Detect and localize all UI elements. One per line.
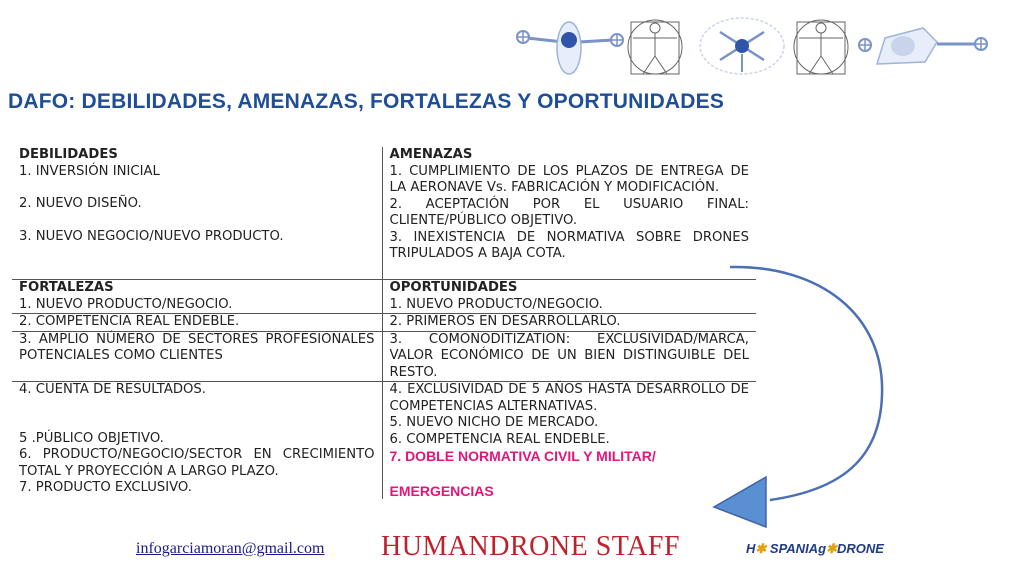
page-title: DAFO: DEBILIDADES, AMENAZAS, FORTALEZAS Y OPORTUNIDADES xyxy=(8,90,725,113)
list-item: 1. INVERSIÓN INICIAL xyxy=(19,163,160,179)
table-row xyxy=(12,147,756,280)
table-row xyxy=(12,331,756,382)
table-cell xyxy=(12,331,382,382)
hispania-drone-logo: H✱ SPANIAg✱DRONE xyxy=(746,541,884,556)
amenazas-heading: AMENAZAS xyxy=(389,147,473,162)
list-item: 2. ACEPTACIÓN POR EL USUARIO FINAL: CLIENTE/PÚBLICO OBJETIVO. xyxy=(389,196,749,228)
dafo-table xyxy=(12,147,756,499)
table-cell xyxy=(12,382,382,500)
list-item: 3. NUEVO NEGOCIO/NUEVO PRODUCTO. xyxy=(19,228,284,244)
list-item: 3. COMONODITIZATION: EXCLUSIVIDAD/MARCA, VALOR ECONÓMICO DE UN BIEN DISTINGUIBLE DEL RESTO. xyxy=(389,331,749,380)
list-item: 7. PRODUCTO EXCLUSIVO. xyxy=(19,480,192,495)
list-item: 3. INEXISTENCIA DE NORMATIVA SOBRE DRONES TRIPULADOS A BAJA COTA. xyxy=(389,229,749,261)
list-item: 1. NUEVO PRODUCTO/NEGOCIO. xyxy=(389,296,603,312)
highlight-text: 7. DOBLE NORMATIVA CIVIL Y MILITAR/ xyxy=(389,448,656,464)
fortalezas-heading: FORTALEZAS xyxy=(19,280,114,295)
list-item: 5. NUEVO NICHO DE MERCADO. xyxy=(389,415,599,430)
list-item: 2. NUEVO DISEÑO. xyxy=(19,196,142,211)
list-item: 6. PRODUCTO/NEGOCIO/SECTOR EN CRECIMIENTO TOTAL Y PROYECCIÓN A LARGO PLAZO. xyxy=(19,447,375,479)
list-item: 4. CUENTA DE RESULTADOS. xyxy=(19,382,206,397)
oportunidades-heading: OPORTUNIDADES xyxy=(389,280,518,295)
contact-email-link[interactable]: infogarciamoran@gmail.com xyxy=(136,540,325,557)
list-item: 5 .PÚBLICO OBJETIVO. xyxy=(19,430,164,446)
list-item: 6. COMPETENCIA REAL ENDEBLE. xyxy=(389,431,610,447)
brand-name: HUMANDRONE STAFF xyxy=(381,531,681,562)
table-row xyxy=(12,280,756,314)
list-item: 1. NUEVO PRODUCTO/NEGOCIO. xyxy=(19,296,233,312)
fortalezas-cell xyxy=(12,280,382,314)
drone-banner-illustration xyxy=(505,12,1005,78)
table-row xyxy=(12,382,756,500)
debilidades-heading: DEBILIDADES xyxy=(19,147,118,162)
list-item: 2. COMPETENCIA REAL ENDEBLE. xyxy=(19,314,240,329)
table-row xyxy=(12,314,756,332)
list-item: 1. CUMPLIMIENTO DE LOS PLAZOS DE ENTREGA DE LA AERONAVE Vs. FABRICACIÓN Y MODIFICACIÓN. xyxy=(389,163,749,195)
table-cell xyxy=(12,314,382,332)
curved-arrow-icon xyxy=(700,255,890,535)
list-item: 2. PRIMEROS EN DESARROLLARLO. xyxy=(389,314,621,329)
debilidades-cell xyxy=(12,147,382,280)
list-item: 3. AMPLIO NÚMERO DE SECTORES PROFESIONALES POTENCIALES COMO CLIENTES xyxy=(19,331,375,363)
list-item: 4. EXCLUSIVIDAD DE 5 AÑOS HASTA DESARROLLO DE COMPETENCIAS ALTERNATIVAS. xyxy=(389,382,749,414)
highlight-text: EMERGENCIAS xyxy=(389,482,494,499)
